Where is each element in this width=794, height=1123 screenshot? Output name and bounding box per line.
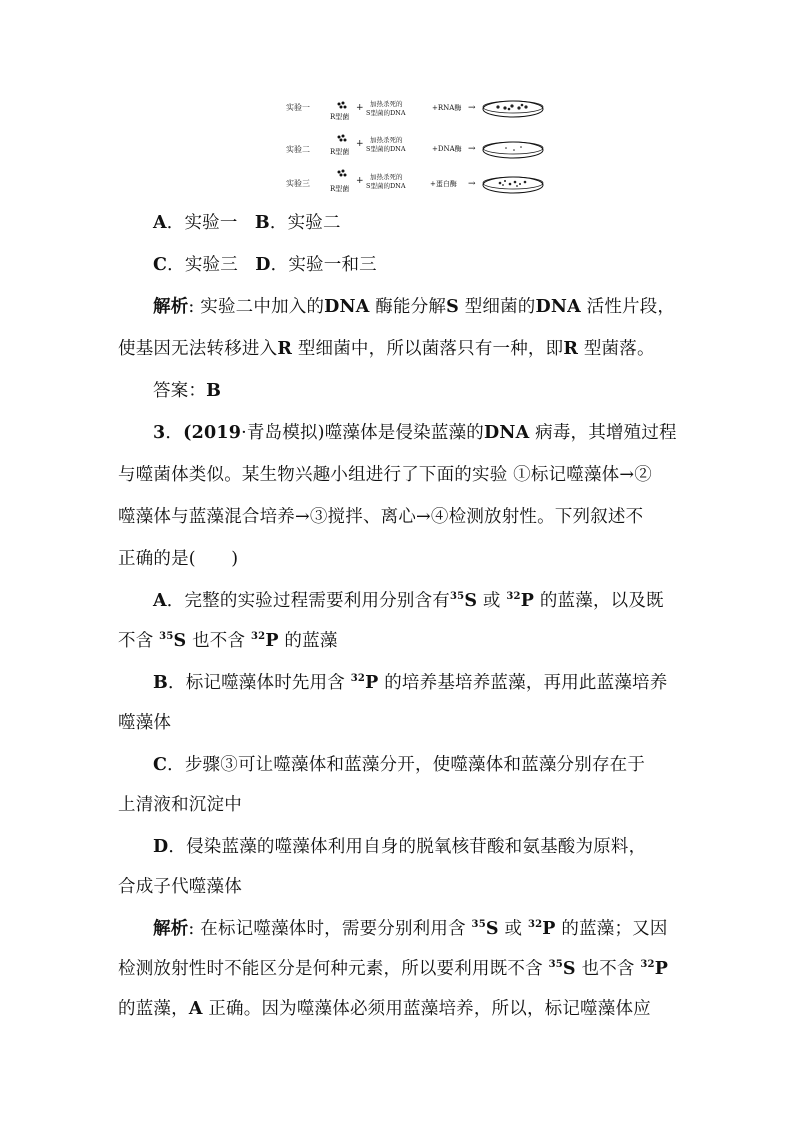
- option-letter-b: B: [153, 673, 168, 693]
- added-line-1: 加热杀死的: [370, 100, 403, 108]
- element-s: S: [173, 631, 187, 651]
- option-letter-c: C: [153, 255, 168, 275]
- question-year: (2019: [183, 423, 242, 443]
- text-run: ．完整的实验过程需要利用分别含有: [166, 591, 450, 611]
- q3-stem-line-2: 与噬菌体类似。某生物兴趣小组进行了下面的实验 ①标记噬藻体→②: [118, 465, 652, 485]
- row-label: 实验二: [286, 145, 310, 154]
- added-line-2: S型菌的DNA: [366, 145, 406, 153]
- plus-sign: +: [356, 103, 364, 113]
- mass-number: 35: [449, 591, 465, 602]
- q3-option-a-line-2: [118, 628, 683, 654]
- element-p: P: [542, 919, 556, 939]
- option-letter-a: A: [153, 213, 167, 233]
- text-run: ．侵染蓝藻的噬藻体利用自身的脱氧核苷酸和氨基酸为原料，: [168, 837, 647, 857]
- arrow: →: [468, 144, 476, 154]
- q2-analysis-line-2: [118, 336, 683, 362]
- text-run: 的蓝藻，: [118, 999, 189, 1019]
- element-p: P: [520, 591, 535, 611]
- text-run: 型细菌的: [458, 297, 536, 317]
- q3-analysis-line-2: [118, 956, 683, 982]
- option-letter-b: B: [254, 213, 270, 233]
- term-s: S: [446, 297, 459, 317]
- q3-option-b-line-2: 噬藻体: [118, 713, 172, 733]
- text-run: 病毒，其增殖过程: [529, 423, 677, 443]
- text-run: ．: [165, 423, 184, 443]
- experiment-diagram: [284, 96, 554, 196]
- text-run: ．步骤③可让噬藻体和蓝藻分开，使噬藻体和蓝藻分别存在于: [167, 755, 646, 775]
- element-p: P: [365, 673, 379, 693]
- text-run: 使基因无法转移进入: [118, 339, 278, 359]
- mass-number: 32: [506, 591, 521, 602]
- term-dna: DNA: [484, 423, 530, 443]
- bacteria-cluster-icon: [338, 102, 347, 109]
- text-run: 检测放射性时不能区分是何种元素，所以要利用既不含: [118, 959, 549, 979]
- added-line-1: 加热杀死的: [370, 173, 403, 181]
- q3-option-c-line-1: [153, 752, 683, 778]
- added-line-2: S型菌的DNA: [366, 109, 406, 117]
- analysis-label: 解析: [153, 297, 189, 317]
- enzyme-label: +DNA酶: [432, 145, 462, 153]
- plus-sign: +: [356, 176, 364, 186]
- petri-dish-icon: [483, 101, 543, 117]
- q3-analysis-line-1: [153, 916, 683, 942]
- diagram-row-1: [286, 99, 543, 121]
- question-source: ·青岛模拟): [241, 423, 325, 443]
- text-run: 的蓝藻，以及既: [534, 591, 664, 611]
- bacteria-label: R型菌: [330, 148, 350, 156]
- q3-option-a-line-1: [153, 588, 683, 614]
- petri-dish-icon: [483, 142, 543, 158]
- text-run: 或: [477, 591, 507, 611]
- text-run: 也不含: [186, 631, 251, 651]
- q3-stem-line-4: 正确的是( ): [118, 549, 239, 569]
- element-p: P: [265, 631, 279, 651]
- row-label: 实验三: [286, 179, 310, 188]
- option-letter-d: D: [255, 255, 271, 275]
- text-run: 的蓝藻: [278, 631, 338, 651]
- arrow: →: [468, 179, 476, 189]
- q3-option-d-line-1: [153, 834, 683, 860]
- diagram-row-3: [286, 170, 543, 194]
- answer-label: 答案: [153, 381, 189, 401]
- option-letter-d: D: [153, 837, 169, 857]
- bacteria-label: R型菌: [330, 113, 350, 121]
- option-letter-a: A: [153, 591, 167, 611]
- enzyme-label: +RNA酶: [432, 104, 462, 112]
- text-run: 或: [498, 919, 528, 939]
- enzyme-label: +蛋白酶: [430, 180, 457, 188]
- bacteria-cluster-icon: [338, 170, 347, 177]
- text-run: 型细菌中，所以菌落只有一种，即: [292, 339, 564, 359]
- q2-analysis-line-1: [153, 294, 683, 320]
- term-r: R: [563, 339, 579, 359]
- added-line-2: S型菌的DNA: [366, 182, 406, 190]
- mass-number: 35: [471, 919, 486, 930]
- mass-number: 35: [159, 631, 174, 642]
- text-run: 酶能分解: [369, 297, 447, 317]
- q3-option-d-line-2: 合成子代噬藻体: [118, 877, 242, 897]
- option-b-text: ．实验二: [269, 213, 341, 233]
- option-letter-c: C: [153, 755, 168, 775]
- q2-options-ab: [153, 210, 683, 236]
- q3-option-c-line-2: 上清液和沉淀中: [118, 795, 242, 815]
- q2-answer: [153, 378, 683, 404]
- mass-number: 32: [250, 631, 266, 642]
- element-s: S: [485, 919, 499, 939]
- analysis-label: 解析: [153, 919, 189, 939]
- mass-number: 32: [527, 919, 543, 930]
- plus-sign: +: [356, 139, 364, 149]
- diagram-row-2: [286, 135, 543, 159]
- text-run: 噬藻体是侵染蓝藻的: [324, 423, 484, 443]
- q3-option-b-line-1: [153, 670, 683, 696]
- term-dna: DNA: [324, 297, 370, 317]
- q3-stem-line-3: 噬藻体与蓝藻混合培养→③搅拌、离心→④检测放射性。下列叙述不: [118, 507, 644, 527]
- element-p: P: [654, 959, 669, 979]
- text-run: 活性片段，: [580, 297, 676, 317]
- text-run: 的培养基培养蓝藻，再用此蓝藻培养: [378, 673, 668, 693]
- q3-analysis-line-3: [118, 996, 683, 1022]
- mass-number: 32: [350, 673, 366, 684]
- option-c-text: ．实验三: [167, 255, 238, 275]
- text-run: : 在标记噬藻体时，需要分别利用含: [188, 919, 472, 939]
- text-run: 正确。因为噬藻体必须用蓝藻培养，所以，标记噬藻体应: [202, 999, 651, 1019]
- text-run: 也不含: [575, 959, 641, 979]
- bacteria-cluster-icon: [338, 135, 347, 142]
- text-run: : 实验二中加入的: [188, 297, 325, 317]
- q2-options-cd: [153, 252, 683, 278]
- row-label: 实验一: [286, 103, 310, 112]
- term-dna: DNA: [535, 297, 581, 317]
- element-s: S: [464, 591, 478, 611]
- term-r: R: [277, 339, 293, 359]
- q3-stem-line-1: [153, 420, 683, 446]
- added-line-1: 加热杀死的: [370, 136, 403, 144]
- option-a-text: ．实验一: [166, 213, 238, 233]
- text-run: 的蓝藻；又因: [555, 919, 668, 939]
- answer-separator: ：: [188, 381, 207, 401]
- element-s: S: [562, 959, 576, 979]
- mass-number: 32: [640, 959, 655, 970]
- option-d-text: ．实验一和三: [270, 255, 377, 275]
- option-ref-a: A: [188, 999, 203, 1019]
- answer-value: B: [206, 381, 222, 401]
- petri-dish-icon: [483, 177, 543, 193]
- bacteria-label: R型菌: [330, 185, 350, 193]
- text-run: 型菌落。: [578, 339, 655, 359]
- mass-number: 35: [548, 959, 563, 970]
- question-number: 3: [153, 423, 166, 443]
- text-run: ．标记噬藻体时先用含: [168, 673, 351, 693]
- text-run: 不含: [118, 631, 160, 651]
- arrow: →: [468, 103, 476, 113]
